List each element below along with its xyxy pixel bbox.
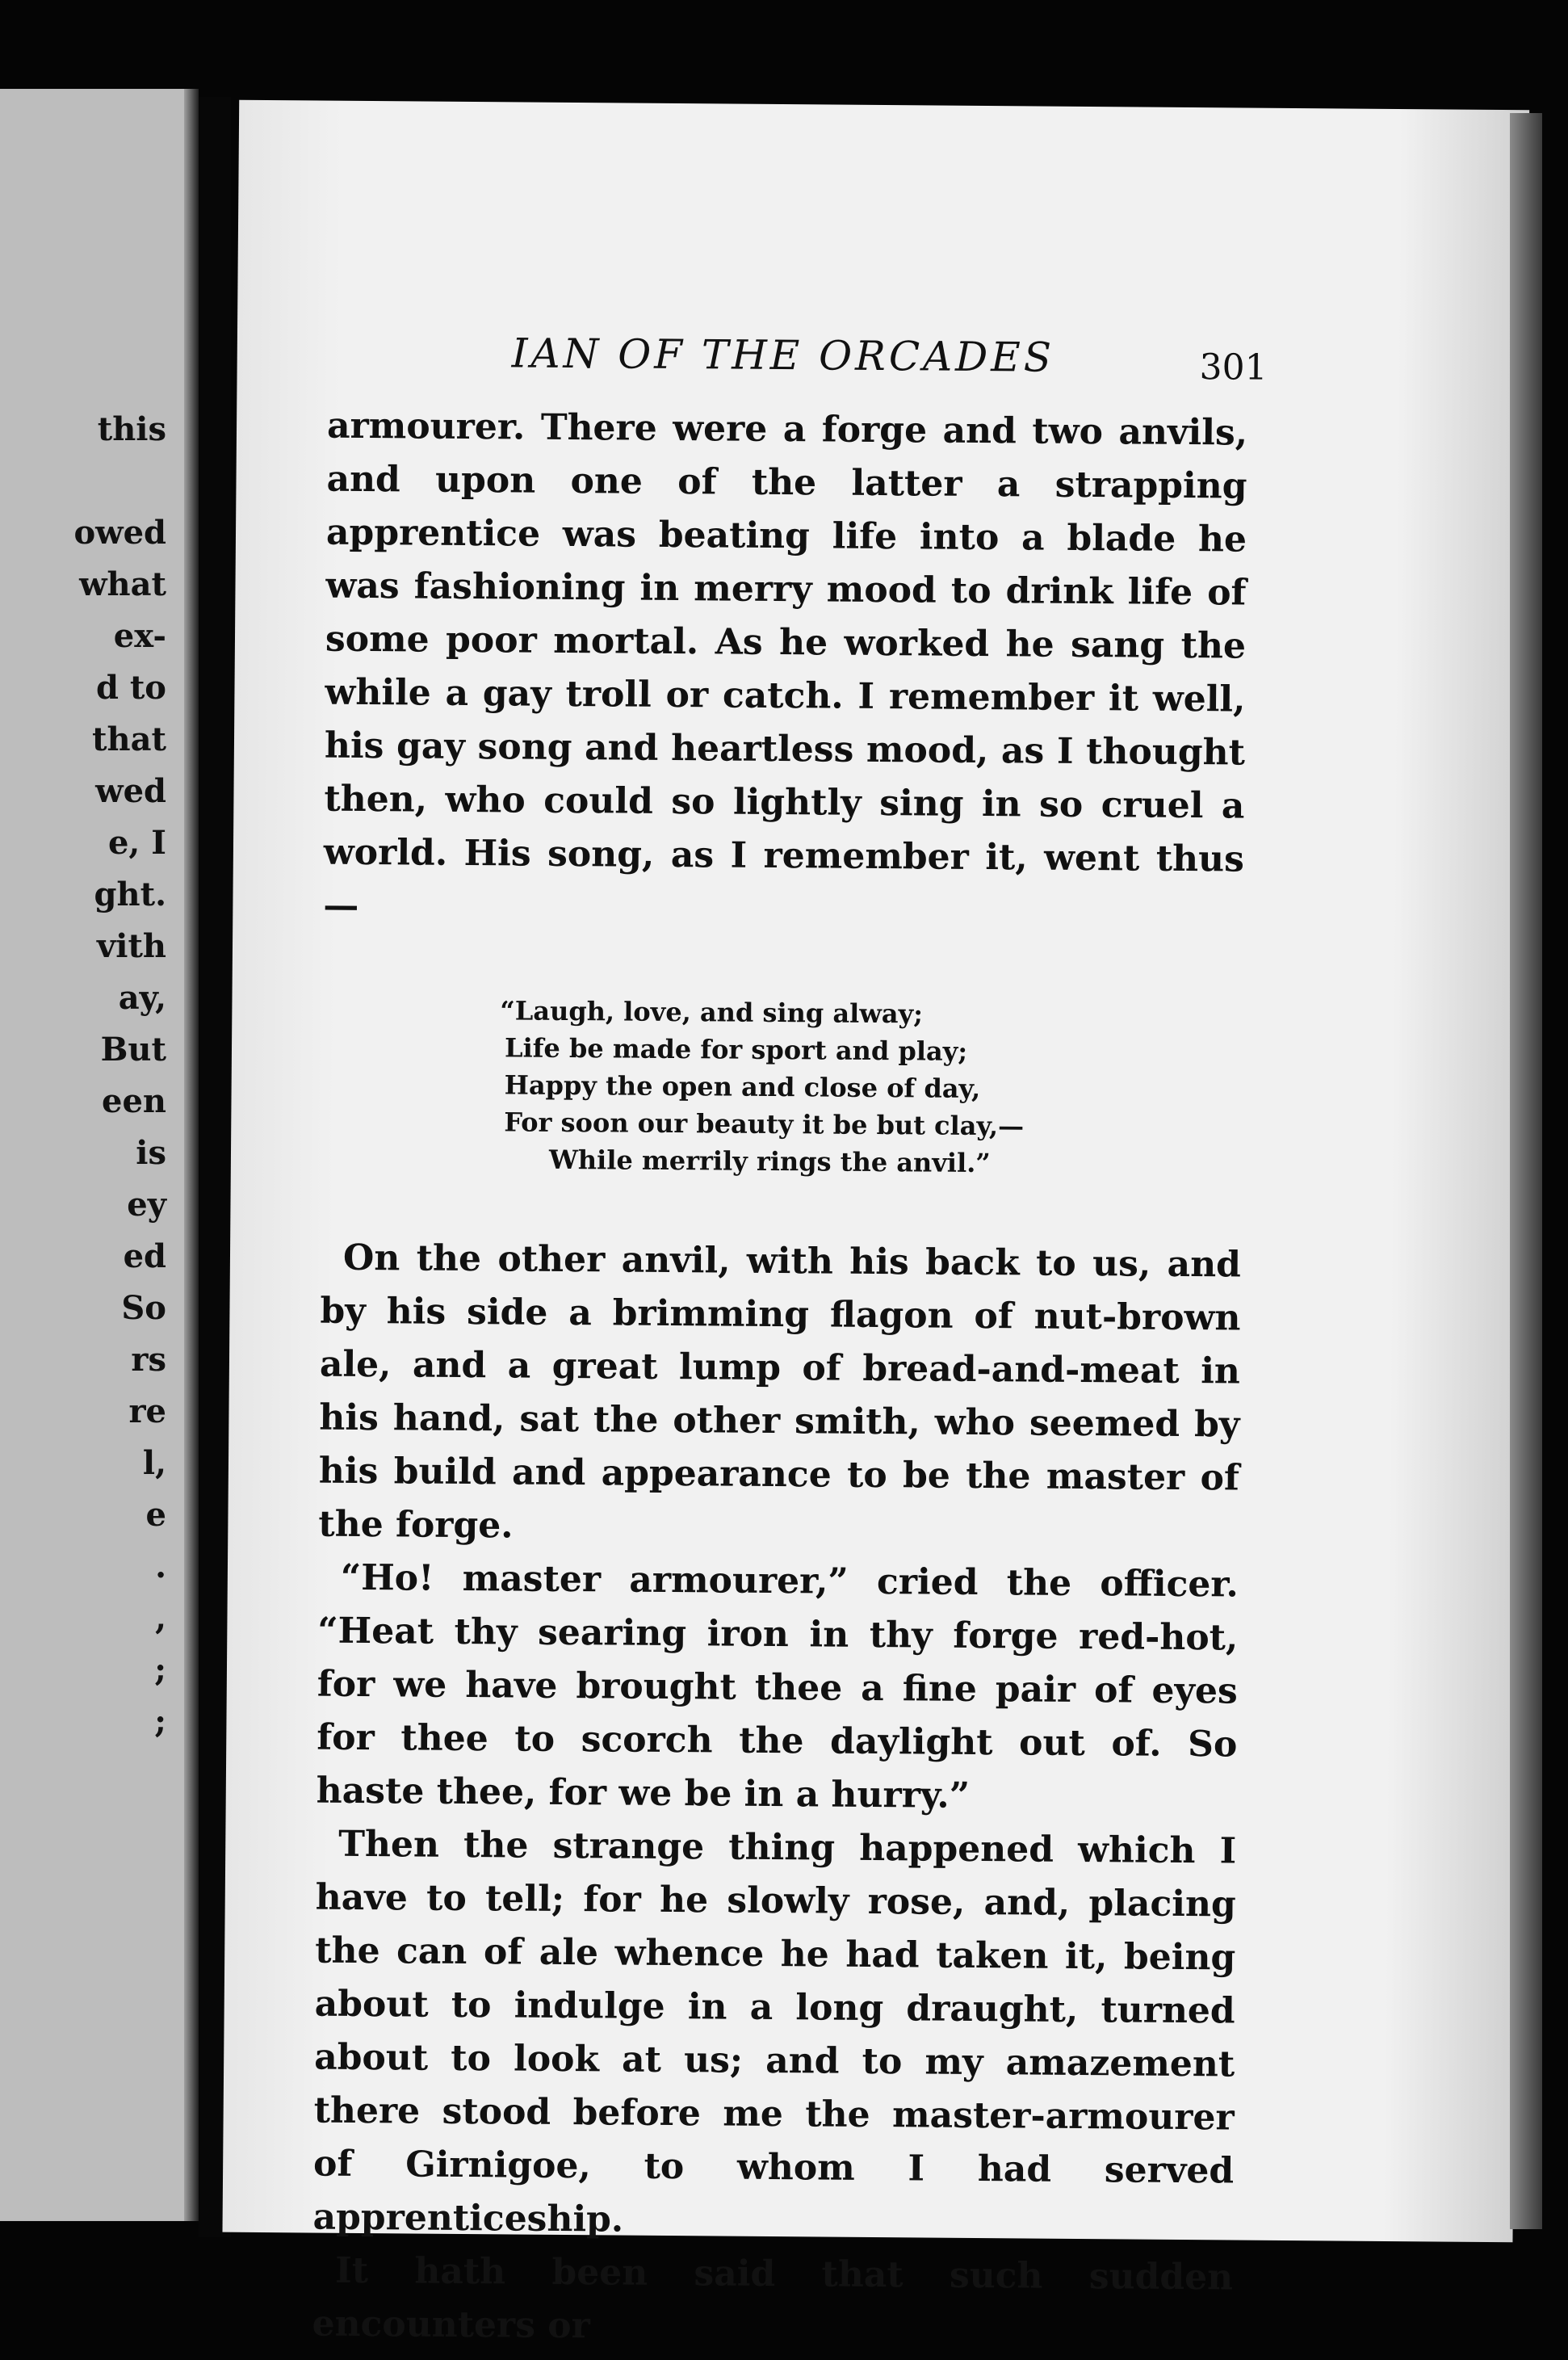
facing-page-fragment: ex- — [113, 617, 166, 655]
facing-page-fragment: e, I — [107, 824, 166, 862]
running-head: IAN OF THE ORCADES — [511, 330, 1055, 381]
facing-page-fragment: een — [102, 1082, 166, 1120]
facing-page-fragment: ey — [127, 1186, 166, 1224]
paragraph: armourer. There were a forge and two anvils, and upon one of the latter a strapping apprentice was beating life into a blade he was fashioning in merry mood to drink life of some poor mortal. As he worked he sang the while a gay troll or catch. I remember it well, his gay song and heartless mood, as I thought then, who could so lightly sing in so cruel a world. His song, as I remember it, went thus— — [323, 405, 1248, 926]
verse-block — [499, 992, 1243, 1183]
facing-page-fragment: , — [155, 1599, 166, 1637]
facing-page-fragment: ght. — [94, 876, 166, 913]
facing-page-fragment: But — [100, 1031, 166, 1069]
verse-line: Happy the open and close of day, — [504, 1069, 981, 1105]
verse-line: “Laugh, love, and sing alway; — [500, 995, 924, 1030]
facing-page-fragment: ; — [154, 1651, 166, 1689]
facing-page-edge — [184, 89, 199, 2221]
facing-page-fragment: that — [92, 720, 166, 758]
facing-page-fragment: d to — [95, 669, 166, 707]
facing-page-fragment: e — [145, 1496, 166, 1534]
paragraph: On the other anvil, with his back to us, and by his side a brimming flagon of nut-brown ale, and a great lump of bread-and-meat in his hand, sat the other smith, who seemed by his build and appearance to be the master of the forge. — [318, 1237, 1242, 1547]
paragraph: It hath been said that such sudden encounters or — [312, 2249, 1234, 2347]
facing-page-fragment: So — [121, 1289, 166, 1327]
page-number: 301 — [1199, 346, 1268, 388]
paragraph: Then the strange thing happened which I have to tell; for he slowly rose, and, placing the can of ale whence he had taken it, being about to indulge in a long draught, turned about to look at us; and to my amazement there stood before me the master-armourer of Girnigoe, to whom I had served apprenticeship. — [312, 1823, 1237, 2240]
facing-page-fragment: owed — [73, 514, 166, 552]
facing-page-fragment: this — [97, 410, 166, 448]
verse-line: Life be made for sport and play; — [504, 1032, 968, 1067]
paragraph: “Ho! master armourer,” cried the officer. “Heat thy searing iron in thy forge red-hot, for we have brought thee a fine pair of eyes for thee to scorch the daylight out of. So haste thee, for we be in a hurry.” — [316, 1556, 1239, 1816]
page-stack-edge — [1510, 113, 1542, 2229]
facing-page-fragment: what — [79, 565, 166, 603]
facing-page-fragment: l, — [142, 1444, 166, 1482]
facing-page-fragment: ed — [123, 1237, 166, 1275]
facing-page-fragment: re — [128, 1392, 166, 1430]
facing-page-fragment: . — [155, 1547, 166, 1585]
facing-page-fragment: vith — [97, 927, 166, 965]
facing-page-fragment: ; — [154, 1703, 166, 1741]
facing-page-fragment: ay, — [118, 979, 166, 1017]
book-page — [223, 100, 1530, 2347]
facing-page — [0, 89, 199, 2221]
facing-page-fragment: is — [136, 1134, 166, 1172]
verse-line: While merrily rings the anvil.” — [548, 1144, 991, 1179]
verse-line: For soon our beauty it be but clay,— — [504, 1107, 1025, 1142]
facing-page-fragment: wed — [95, 772, 166, 810]
body-text — [312, 400, 1247, 2358]
facing-page-fragment: rs — [131, 1341, 166, 1379]
